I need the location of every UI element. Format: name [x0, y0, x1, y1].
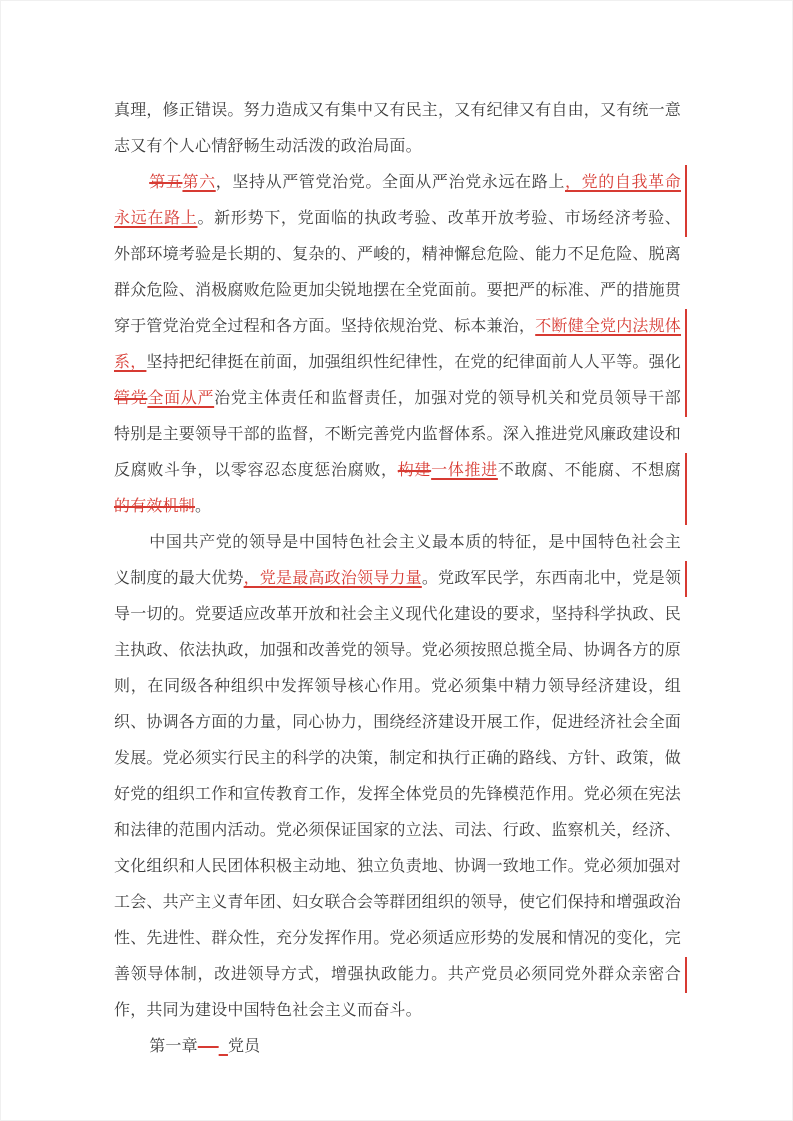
text-segment: 。新形势下，党面临的执政考验、改革开放考验、市场经济考验、外部环境考验是长期的、复杂的、严峻的，精神懈怠危险、能力不足危险、脱离群众危险、消极腐败危险更加尖锐地摆在全党面前。要把严的标准、严的措施贯穿于管党治党全过程和各方面。坚持依规治党、标本兼治， — [114, 210, 682, 335]
inserted-text: ，党是最高政治领导力量 — [243, 570, 422, 587]
change-bar — [685, 957, 687, 993]
text-segment: ，坚持从严管党治党。全面从严治党永远在路上 — [215, 174, 565, 191]
text-segment: 党员 — [227, 1038, 261, 1055]
text-segment: 坚持把纪律挺在前面，加强组织性纪律性，在党的纪律面前人人平等。强化 — [146, 354, 682, 371]
inserted-space — [219, 1038, 228, 1055]
change-bar — [685, 561, 687, 597]
change-bar — [685, 309, 687, 417]
inserted-text: 不断健全党内法规体系， — [114, 318, 682, 371]
deleted-space — [198, 1038, 219, 1055]
deleted-text: 构建 — [397, 462, 432, 479]
deleted-text: 第五 — [149, 174, 183, 191]
change-bar — [685, 165, 687, 237]
inserted-text: 全面从严 — [147, 390, 215, 407]
text-segment: 不敢腐、不能腐、不想腐 — [497, 462, 681, 479]
deleted-text: 管党 — [114, 390, 148, 407]
text-segment: 第一章 — [149, 1038, 198, 1055]
change-bar — [685, 453, 687, 525]
paragraph-political-atmosphere — [114, 93, 681, 165]
document-body — [114, 93, 681, 1065]
text-segment: 真理，修正错误。努力造成又有集中又有民主，又有纪律又有自由，又有统一意志又有个人心情舒畅生动活泼的政治局面。 — [114, 102, 682, 155]
deleted-text: 的有效机制 — [114, 498, 196, 515]
text-segment: 治党主体责任和监督责任，加强对党的领导机关和党员领导干部特别是主要领导干部的监督，不断完善党内监督体系。深入推进党风廉政建设和反腐败斗争，以零容忍态度惩治腐败， — [114, 390, 682, 479]
inserted-text: 第六 — [182, 174, 216, 191]
inserted-text: ，党的自我革命永远在路上 — [114, 174, 681, 227]
text-segment: 中国共产党的领导是中国特色社会主义最本质的特征，是中国特色社会主义制度的最大优势 — [114, 534, 681, 587]
text-segment: 。 — [195, 498, 212, 515]
chapter-one-heading — [114, 1029, 681, 1065]
paragraph-strict-party-governance — [114, 165, 681, 525]
paragraph-party-leadership — [114, 525, 681, 1029]
inserted-text: 一体推进 — [431, 462, 498, 479]
text-segment: 。党政军民学，东西南北中，党是领导一切的。党要适应改革开放和社会主义现代化建设的要求，坚持科学执政、民主执政、依法执政，加强和改善党的领导。党必须按照总揽全局、协调各方的原则，在同级各种组织中发挥领导核心作用。党必须集中精力领导经济建设，组织、协调各方面的力量，同心协力，围绕经济建设开展工作，促进经济社会全面发展。党必须实行民主的科学的决策，制定和执行正确的路线、方针、政策，做好党的组织工作和宣传教育工作，发挥全体党员的先锋模范作用。党必须在宪法和法律的范围内活动。党必须保证国家的立法、司法、行政、监察机关，经济、文化组织和人民团体积极主动地、独立负责地、协调一致地工作。党必须加强对工会、共产主义青年团、妇女联合会等群团组织的领导，使它们保持和增强政治性、先进性、群众性，充分发挥作用。党必须适应形势的发展和情况的变化，完善领导体制，改进领导方式，增强执政能力。共产党员必须同党外群众亲密合作，共同为建设中国特色社会主义而奋斗。 — [114, 570, 682, 1019]
